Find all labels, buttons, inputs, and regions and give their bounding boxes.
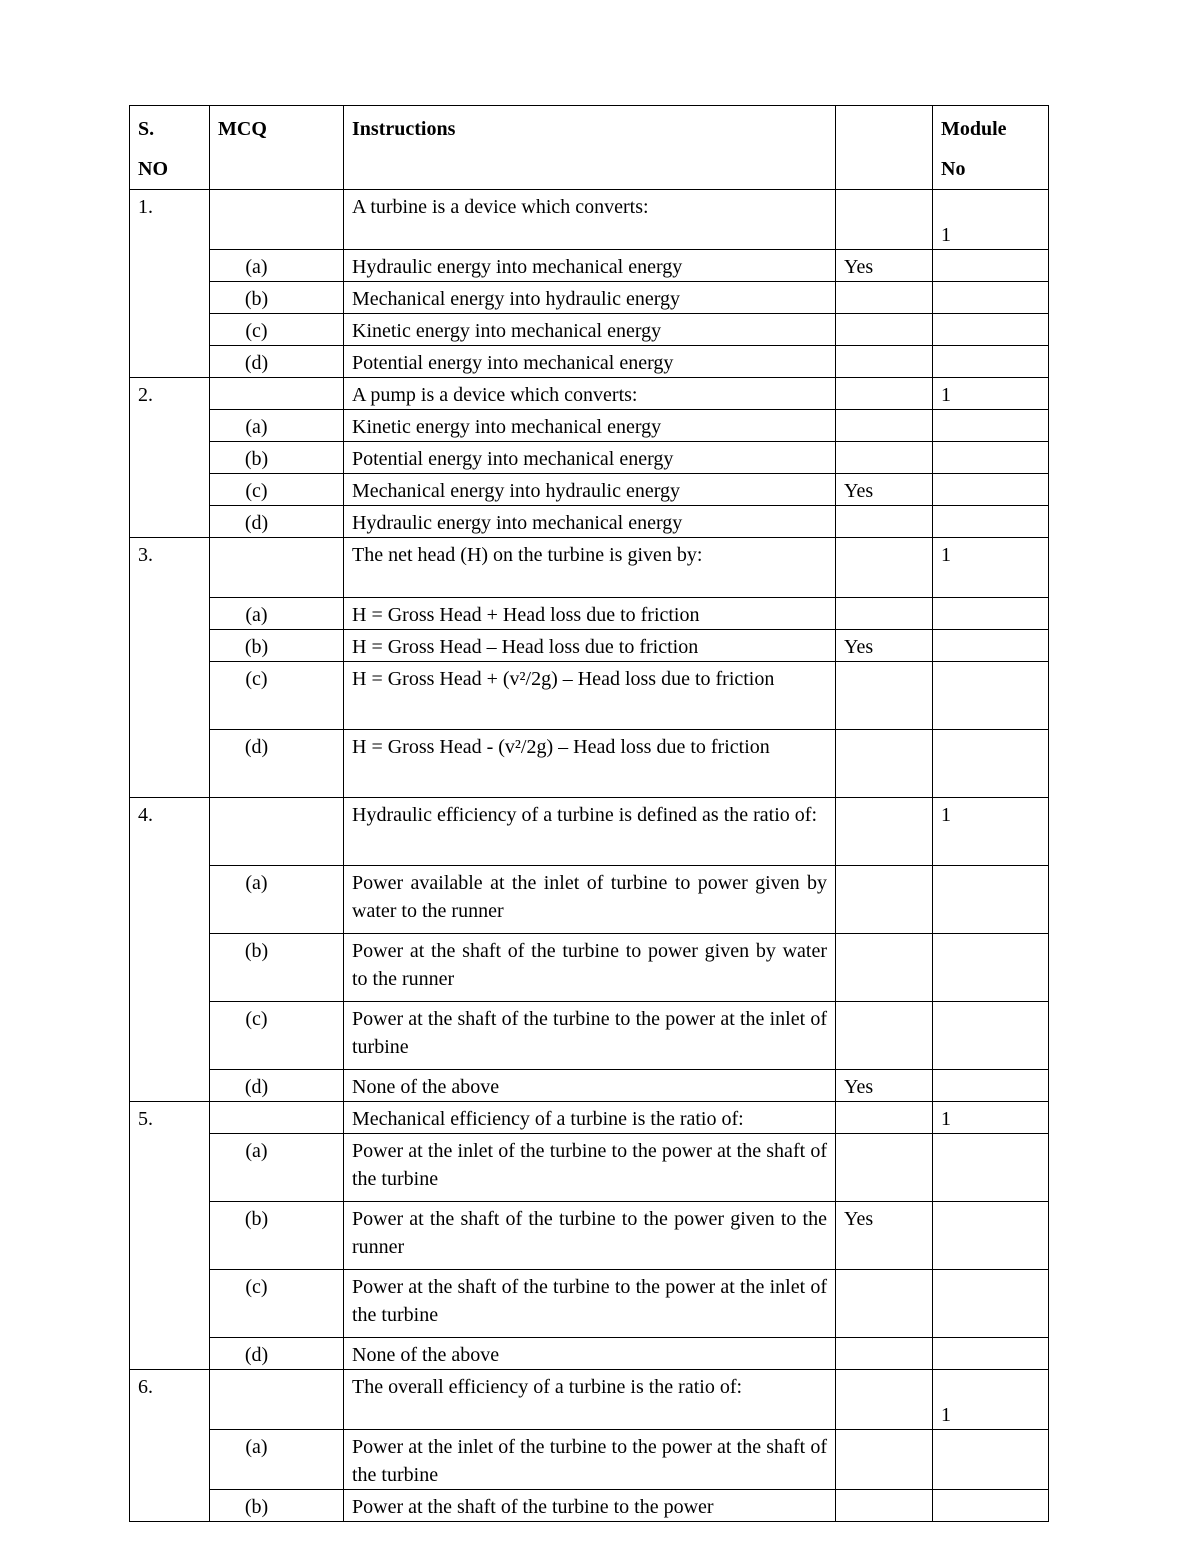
option-answer <box>836 1134 933 1202</box>
option-label: (d) <box>210 1338 344 1370</box>
option-text: Power available at the inlet of turbine to power given by water to the runner <box>344 866 836 934</box>
option-row <box>130 630 1049 662</box>
option-text: Power at the inlet of the turbine to the power at the shaft of the turbine <box>344 1134 836 1202</box>
option-text: H = Gross Head + Head loss due to friction <box>344 598 836 630</box>
option-module-cell <box>933 250 1049 282</box>
option-row <box>130 282 1049 314</box>
header-row <box>130 106 1049 190</box>
option-row <box>130 1202 1049 1270</box>
option-label: (c) <box>210 314 344 346</box>
option-label: (d) <box>210 730 344 798</box>
question-mcq-cell <box>210 378 344 410</box>
option-answer <box>836 1490 933 1522</box>
question-text: A turbine is a device which converts: <box>344 190 836 250</box>
option-answer <box>836 934 933 1002</box>
option-row <box>130 1490 1049 1522</box>
question-mcq-cell <box>210 538 344 598</box>
option-answer <box>836 1270 933 1338</box>
question-row <box>130 1370 1049 1430</box>
option-module-cell <box>933 1338 1049 1370</box>
question-number: 1. <box>130 190 210 378</box>
option-module-cell <box>933 346 1049 378</box>
option-answer <box>836 598 933 630</box>
option-label: (b) <box>210 1202 344 1270</box>
option-row <box>130 1338 1049 1370</box>
option-row <box>130 730 1049 798</box>
option-text: Power at the shaft of the turbine to power given by water to the runner <box>344 934 836 1002</box>
option-label: (c) <box>210 662 344 730</box>
option-module-cell <box>933 282 1049 314</box>
option-label: (b) <box>210 630 344 662</box>
option-row <box>130 1002 1049 1070</box>
option-row <box>130 598 1049 630</box>
option-module-cell <box>933 1202 1049 1270</box>
option-module-cell <box>933 1070 1049 1102</box>
option-row <box>130 410 1049 442</box>
option-text: Kinetic energy into mechanical energy <box>344 410 836 442</box>
question-text: A pump is a device which converts: <box>344 378 836 410</box>
option-text: Mechanical energy into hydraulic energy <box>344 474 836 506</box>
option-row <box>130 314 1049 346</box>
option-row <box>130 1134 1049 1202</box>
question-answer-cell <box>836 378 933 410</box>
question-mcq-cell <box>210 1370 344 1430</box>
option-label: (a) <box>210 410 344 442</box>
question-answer-cell <box>836 798 933 866</box>
question-number: 3. <box>130 538 210 798</box>
option-label: (d) <box>210 1070 344 1102</box>
option-text: Power at the shaft of the turbine to the power <box>344 1490 836 1522</box>
option-module-cell <box>933 630 1049 662</box>
option-row <box>130 1070 1049 1102</box>
module-number: 1 <box>933 190 1049 250</box>
option-module-cell <box>933 410 1049 442</box>
question-mcq-cell <box>210 798 344 866</box>
module-number: 1 <box>933 1102 1049 1134</box>
question-row <box>130 1102 1049 1134</box>
option-module-cell <box>933 934 1049 1002</box>
question-row <box>130 798 1049 866</box>
header-module: Module No <box>933 106 1049 190</box>
header-instructions: Instructions <box>344 106 836 190</box>
option-answer: Yes <box>836 1202 933 1270</box>
question-mcq-cell <box>210 1102 344 1134</box>
module-number: 1 <box>933 378 1049 410</box>
option-answer <box>836 410 933 442</box>
option-label: (a) <box>210 250 344 282</box>
option-label: (c) <box>210 474 344 506</box>
module-number: 1 <box>933 538 1049 598</box>
question-text: The net head (H) on the turbine is given by: <box>344 538 836 598</box>
question-text: Mechanical efficiency of a turbine is the ratio of: <box>344 1102 836 1134</box>
option-text: Kinetic energy into mechanical energy <box>344 314 836 346</box>
option-module-cell <box>933 474 1049 506</box>
header-sno: S. NO <box>130 106 210 190</box>
option-label: (a) <box>210 866 344 934</box>
option-row <box>130 662 1049 730</box>
header-mcq: MCQ <box>210 106 344 190</box>
option-row <box>130 1430 1049 1490</box>
option-module-cell <box>933 506 1049 538</box>
question-answer-cell <box>836 538 933 598</box>
option-module-cell <box>933 1490 1049 1522</box>
option-answer <box>836 662 933 730</box>
option-row <box>130 474 1049 506</box>
option-row <box>130 250 1049 282</box>
option-text: Power at the shaft of the turbine to the power at the inlet of the turbine <box>344 1270 836 1338</box>
option-row <box>130 934 1049 1002</box>
option-answer: Yes <box>836 250 933 282</box>
option-module-cell <box>933 1002 1049 1070</box>
option-text: Power at the shaft of the turbine to the power given to the runner <box>344 1202 836 1270</box>
option-label: (c) <box>210 1270 344 1338</box>
question-mcq-cell <box>210 190 344 250</box>
question-row <box>130 190 1049 250</box>
header-answer <box>836 106 933 190</box>
option-module-cell <box>933 314 1049 346</box>
option-text: None of the above <box>344 1070 836 1102</box>
option-text: H = Gross Head - (v²/2g) – Head loss due to friction <box>344 730 836 798</box>
option-module-cell <box>933 598 1049 630</box>
question-text: The overall efficiency of a turbine is the ratio of: <box>344 1370 836 1430</box>
option-label: (d) <box>210 506 344 538</box>
option-module-cell <box>933 866 1049 934</box>
option-label: (b) <box>210 282 344 314</box>
option-text: H = Gross Head – Head loss due to friction <box>344 630 836 662</box>
option-module-cell <box>933 730 1049 798</box>
option-answer <box>836 346 933 378</box>
option-text: Potential energy into mechanical energy <box>344 346 836 378</box>
option-answer <box>836 730 933 798</box>
question-answer-cell <box>836 1370 933 1430</box>
option-answer <box>836 506 933 538</box>
option-row <box>130 346 1049 378</box>
option-text: Potential energy into mechanical energy <box>344 442 836 474</box>
option-answer <box>836 866 933 934</box>
option-text: H = Gross Head + (v²/2g) – Head loss due to friction <box>344 662 836 730</box>
option-answer <box>836 1430 933 1490</box>
option-answer: Yes <box>836 474 933 506</box>
option-label: (b) <box>210 1490 344 1522</box>
module-number: 1 <box>933 798 1049 866</box>
option-row <box>130 442 1049 474</box>
option-label: (a) <box>210 598 344 630</box>
option-answer <box>836 442 933 474</box>
option-answer <box>836 314 933 346</box>
option-module-cell <box>933 1134 1049 1202</box>
option-row <box>130 506 1049 538</box>
option-row <box>130 1270 1049 1338</box>
question-row <box>130 538 1049 598</box>
question-row <box>130 378 1049 410</box>
option-label: (a) <box>210 1430 344 1490</box>
option-text: Power at the shaft of the turbine to the power at the inlet of turbine <box>344 1002 836 1070</box>
option-text: Hydraulic energy into mechanical energy <box>344 250 836 282</box>
option-label: (a) <box>210 1134 344 1202</box>
option-module-cell <box>933 662 1049 730</box>
question-answer-cell <box>836 190 933 250</box>
option-text: Power at the inlet of the turbine to the power at the shaft of the turbine <box>344 1430 836 1490</box>
question-number: 4. <box>130 798 210 1102</box>
option-module-cell <box>933 1270 1049 1338</box>
option-text: None of the above <box>344 1338 836 1370</box>
question-text: Hydraulic efficiency of a turbine is defined as the ratio of: <box>344 798 836 866</box>
option-row <box>130 866 1049 934</box>
module-number: 1 <box>933 1370 1049 1430</box>
option-answer <box>836 1002 933 1070</box>
option-answer: Yes <box>836 1070 933 1102</box>
option-text: Hydraulic energy into mechanical energy <box>344 506 836 538</box>
option-label: (b) <box>210 442 344 474</box>
option-answer <box>836 1338 933 1370</box>
question-number: 5. <box>130 1102 210 1370</box>
option-answer: Yes <box>836 630 933 662</box>
question-answer-cell <box>836 1102 933 1134</box>
mcq-table <box>129 105 1049 1522</box>
option-answer <box>836 282 933 314</box>
question-number: 6. <box>130 1370 210 1522</box>
option-module-cell <box>933 442 1049 474</box>
option-text: Mechanical energy into hydraulic energy <box>344 282 836 314</box>
question-number: 2. <box>130 378 210 538</box>
option-label: (d) <box>210 346 344 378</box>
option-module-cell <box>933 1430 1049 1490</box>
option-label: (c) <box>210 1002 344 1070</box>
option-label: (b) <box>210 934 344 1002</box>
